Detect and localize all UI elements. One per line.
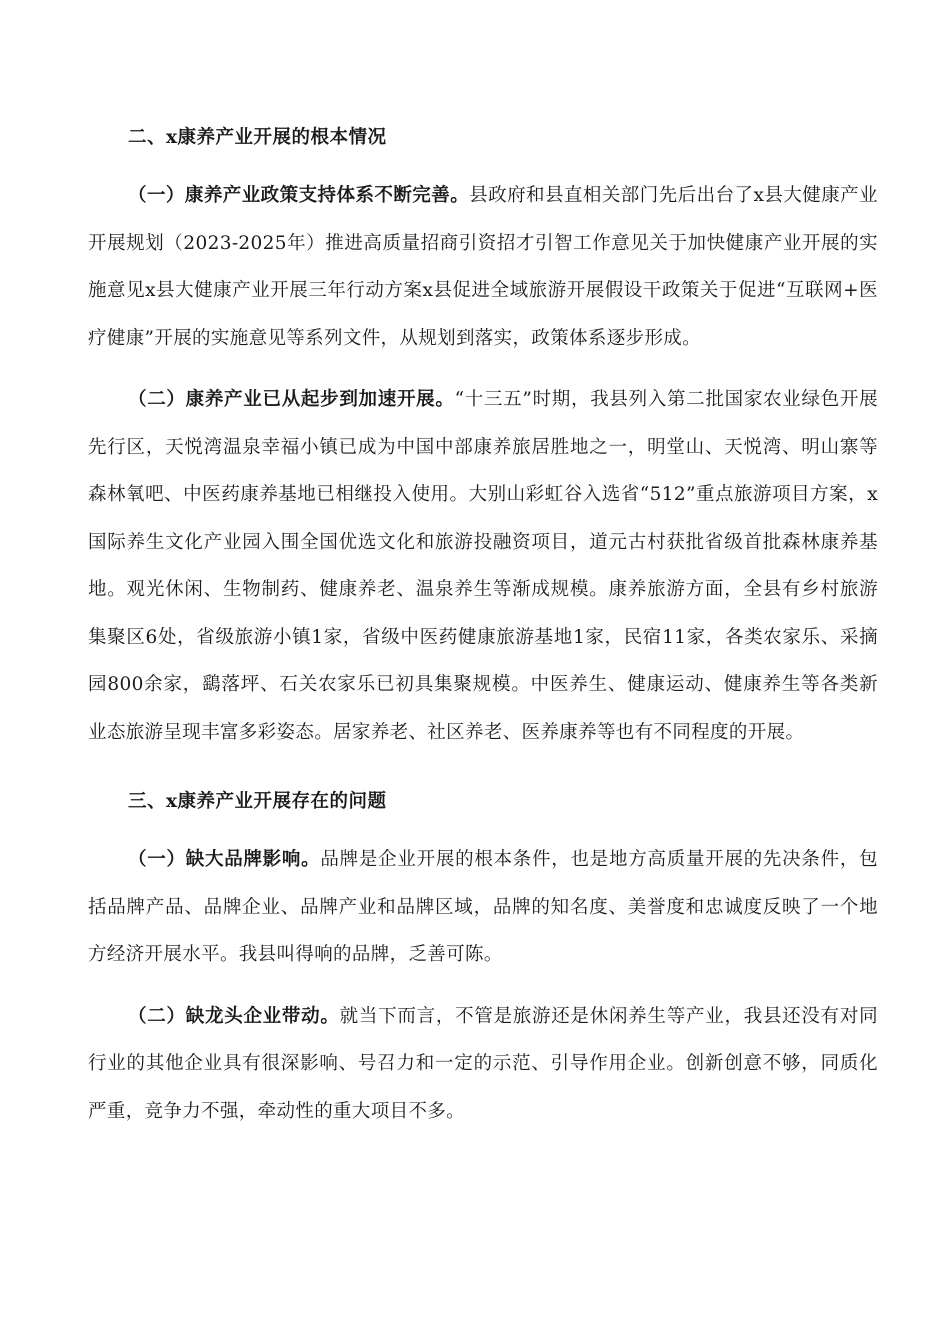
paragraph-lead: （二）缺龙头企业带动。 <box>128 1005 340 1027</box>
paragraph-body: “十三五”时期，我县列入第二批国家农业绿色开展先行区，天悦湾温泉幸福小镇已成为中国中部康养旅居胜地之一，明堂山、天悦湾、明山寨等森林氧吧、中医药康养基地已相继投入使用。大别山彩虹谷入选省“512”重点旅游项目方案，x国际养生文化产业园入围全国优选文化和旅游投融资项目，道元古村获批省级首批森林康养基地。观光休闲、生物制药、健康养老、温泉养生等渐成规模。康养旅游方面，全县有乡村旅游集聚区6处，省级旅游小镇1家，省级中医药健康旅游基地1家，民宿11家，各类农家乐、采摘园800余家，鷂落坪、石关农家乐已初具集聚规模。中医养生、健康运动、健康养生等各类新业态旅游呈现丰富多彩姿态。居家养老、社区养老、医养康养等也有不同程度的开展。 <box>88 389 879 743</box>
spacer <box>88 362 878 376</box>
document-page <box>88 118 878 1135</box>
spacer <box>88 979 878 993</box>
spacer <box>88 822 878 836</box>
spacer <box>88 158 878 172</box>
paragraph-body: 品牌是企业开展的根本条件，也是地方高质量开展的先决条件，包括品牌产品、品牌企业、品牌产业和品牌区域，品牌的知名度、美誉度和忠诚度反映了一个地方经济开展水平。我县叫得响的品牌，乏善可陈。 <box>88 849 878 965</box>
paragraph-policy-support <box>88 172 878 362</box>
spacer <box>88 756 878 782</box>
section-heading-2: 二、x康养产业开展的根本情况 <box>128 127 387 148</box>
paragraph-lead: （一）康养产业政策支持体系不断完善。 <box>128 185 470 206</box>
paragraph-leading-enterprises <box>88 993 878 1136</box>
section-heading-3: 三、x康养产业开展存在的问题 <box>128 791 387 812</box>
paragraph-body: 就当下而言，不管是旅游还是休闲养生等产业，我县还没有对同行业的其他企业具有很深影响、号召力和一定的示范、引导作用企业。创新创意不够，同质化严重，竞争力不强，牵动性的重大项目不多。 <box>88 1005 878 1122</box>
paragraph-lead: （二）康养产业已从起步到加速开展。 <box>128 389 455 410</box>
paragraph-lead: （一）缺大品牌影响。 <box>128 849 321 870</box>
paragraph-body: 县政府和县直相关部门先后出台了x县大健康产业开展规划（2023-2025年）推进高质量招商引资招才引智工作意见关于加快健康产业开展的实施意见x县大健康产业开展三年行动方案x县促进全域旅游开展假设干政策关于促进“互联网+医疗健康”开展的实施意见等系列文件，从规划到落实，政策体系逐步形成。 <box>88 185 878 349</box>
paragraph-brand-influence <box>88 836 878 979</box>
paragraph-accelerated-development <box>88 376 878 756</box>
